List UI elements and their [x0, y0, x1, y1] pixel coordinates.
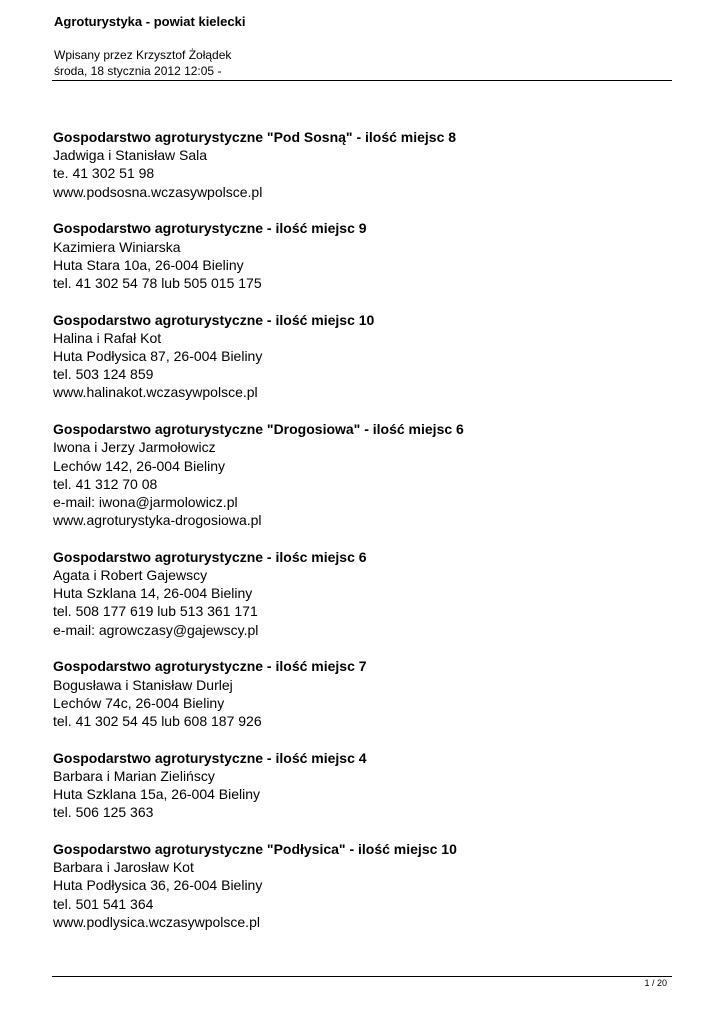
listing-entry	[53, 128, 673, 201]
entry-website-link[interactable]: www.podlysica.wczasywpolsce.pl	[53, 913, 260, 930]
listing-entry	[53, 749, 673, 822]
listing-entry	[53, 420, 673, 529]
entry-address: Huta Podłysica 36, 26-004 Bieliny	[53, 877, 263, 894]
entry-email[interactable]: e-mail: iwona@jarmolowicz.pl	[53, 493, 238, 510]
entry-title: Gospodarstwo agroturystyczne - ilośc miejsc 6	[53, 548, 367, 565]
entry-title: Gospodarstwo agroturystyczne "Pod Sosną" - ilość miejsc 8	[53, 129, 457, 145]
entry-phone: tel. 506 125 363	[53, 804, 154, 821]
entry-address: Huta Stara 10a, 26-004 Bieliny	[53, 256, 244, 273]
listing-entry	[53, 840, 673, 931]
entry-website-link[interactable]: www.podsosna.wczasywpolsce.pl	[53, 183, 263, 200]
entry-owner: Agata i Robert Gajewscy	[53, 567, 208, 584]
entry-owner: Jadwiga i Stanisław Sala	[53, 147, 208, 164]
document-meta	[54, 47, 672, 79]
entry-phone: tel. 501 541 364	[53, 895, 154, 912]
date-line: środa, 18 stycznia 2012 12:05 -	[54, 64, 222, 78]
entry-title: Gospodarstwo agroturystyczne - ilość miejsc 4	[53, 749, 367, 766]
entry-address: Huta Podłysica 87, 26-004 Bieliny	[53, 348, 263, 365]
entry-address: Lechów 142, 26-004 Bieliny	[53, 457, 226, 474]
entry-owner: Bogusława i Stanisław Durlej	[53, 676, 233, 693]
document-header	[54, 14, 672, 79]
entry-address: Huta Szklana 15a, 26-004 Bieliny	[53, 786, 261, 803]
listing-entry	[53, 311, 673, 402]
entry-owner: Iwona i Jerzy Jarmołowicz	[53, 439, 216, 456]
listing-entry	[53, 219, 673, 292]
entry-title: Gospodarstwo agroturystyczne - ilość miejsc 9	[53, 220, 367, 237]
entry-phone: tel. 41 302 54 45 lub 608 187 926	[53, 712, 262, 729]
entry-phone: tel. 41 302 54 78 lub 505 015 175	[53, 274, 262, 291]
entry-title: Gospodarstwo agroturystyczne - ilość miejsc 10	[53, 311, 375, 328]
entry-title: Gospodarstwo agroturystyczne "Drogosiowa" - ilość miejsc 6	[53, 421, 464, 438]
entry-email[interactable]: e-mail: agrowczasy@gajewscy.pl	[53, 621, 259, 638]
entry-phone: tel. 508 177 619 lub 513 361 171	[53, 603, 258, 620]
document-title: Agroturystyka - powiat kielecki	[54, 14, 246, 29]
page-number: 1 / 20	[644, 978, 667, 988]
entry-phone: te. 41 302 51 98	[53, 165, 155, 182]
entry-title: Gospodarstwo agroturystyczne - ilość miejsc 7	[53, 658, 367, 675]
entry-owner: Kazimiera Winiarska	[53, 238, 181, 255]
entry-phone: tel. 41 312 70 08	[53, 475, 158, 492]
listing-entry	[53, 657, 673, 730]
entry-owner: Halina i Rafał Kot	[53, 329, 162, 346]
entry-website-link[interactable]: www.agroturystyka-drogosiowa.pl	[53, 512, 262, 529]
entry-owner: Barbara i Marian Zielińscy	[53, 767, 215, 784]
listing-content	[53, 128, 673, 950]
header-divider	[52, 80, 672, 81]
footer-divider	[52, 976, 672, 977]
entry-address: Lechów 74c, 26-004 Bieliny	[53, 694, 225, 711]
entry-title: Gospodarstwo agroturystyczne "Podłysica" - ilość miejsc 10	[53, 841, 457, 857]
entry-owner: Barbara i Jarosław Kot	[53, 859, 194, 876]
entry-phone: tel. 503 124 859	[53, 366, 154, 383]
entry-website-link[interactable]: www.halinakot.wczasywpolsce.pl	[53, 384, 258, 401]
author-line: Wpisany przez Krzysztof Żołądek	[54, 48, 232, 62]
entry-address: Huta Szklana 14, 26-004 Bieliny	[53, 585, 253, 602]
listing-entry	[53, 548, 673, 639]
